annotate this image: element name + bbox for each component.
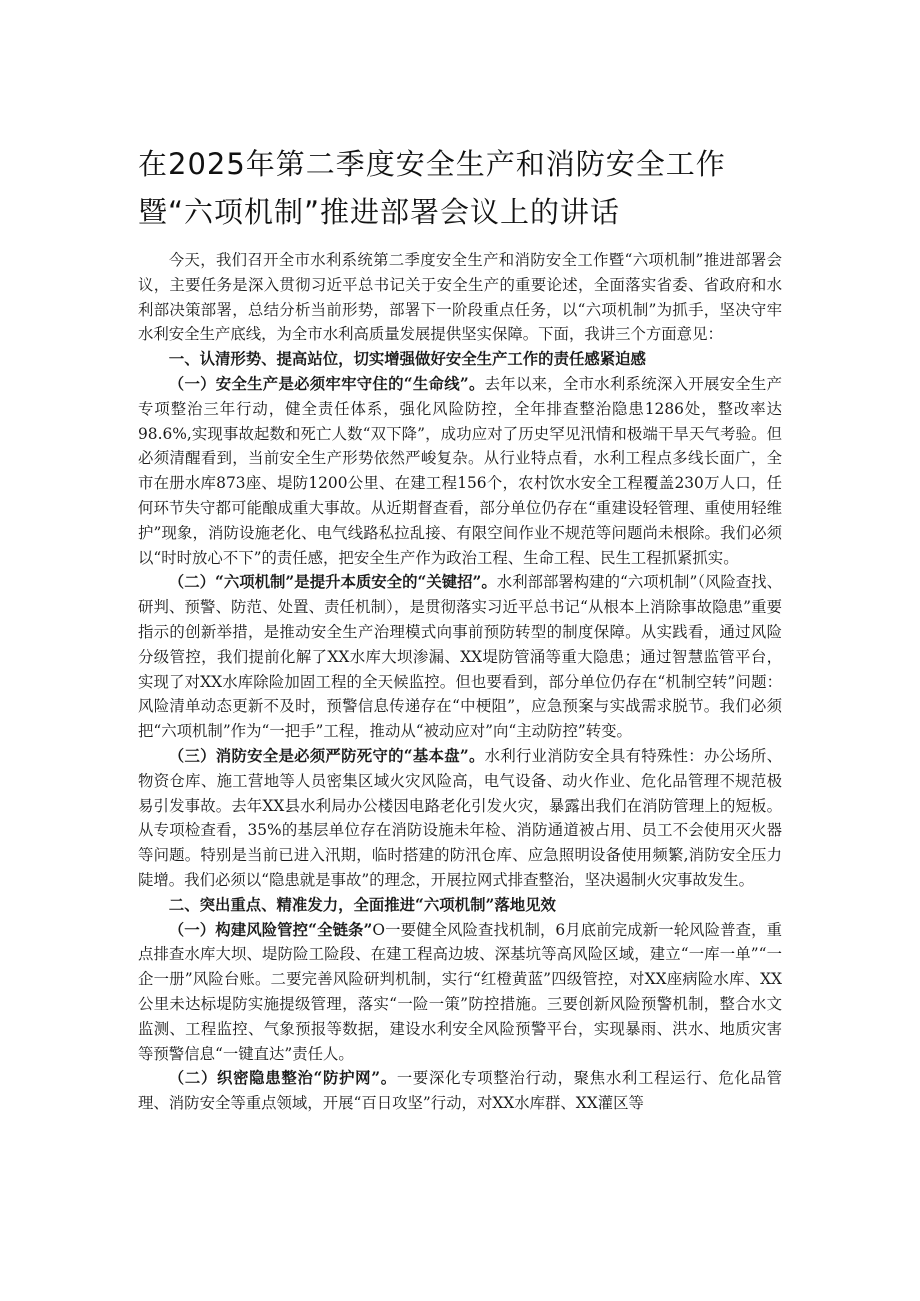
- paragraph-lead: （三）消防安全是必须严防死守的“基本盘”。: [168, 746, 485, 765]
- intro-paragraph: 今天，我们召开全市水利系统第二季度安全生产和消防安全工作暨“六项机制”推进部署会议，主要任务是深入贯彻习近平总书记关于安全生产的重要论述，全面落实省委、省政府和水利部决策部署，总结分析当前形势，部署下一阶段重点任务，以“六项机制”为抓手，坚决守牢水利安全生产底线，为全市水利高质量发展提供坚实保障。下面，我讲三个方面意见：: [138, 251, 782, 344]
- paragraph-lead: （一）安全生产是必须牢牢守住的“生命线”。: [168, 374, 485, 393]
- section-2-paragraph-2: [138, 1066, 782, 1116]
- section-1-paragraph-2: [138, 570, 782, 744]
- section-2-paragraph-1: [138, 918, 782, 1067]
- section-1-heading: 一、认清形势、提高站位，切实增强做好安全生产工作的责任感紧迫感: [168, 350, 646, 369]
- section-1-paragraph-3: [138, 744, 782, 893]
- paragraph-text: 一要深化专项整治行动，聚焦水利工程运行、危化品管理、消防安全等重点领域，开展“百日攻坚”行动，对XX水库群、XX灌区等: [138, 1069, 782, 1113]
- paragraph-lead: （二）织密隐患整治“防护网”。: [168, 1069, 397, 1088]
- section-2-heading: 二、突出重点、精准发力，全面推进“六项机制”落地见效: [168, 895, 556, 914]
- paragraph-lead: （二）“六项机制”是提升本质安全的“关键招”。: [168, 573, 497, 592]
- document-body: [138, 248, 782, 1116]
- document-title: 在2025年第二季度安全生产和消防安全工作暨“六项机制”推进部署会议上的讲话: [138, 147, 726, 229]
- paragraph-text: 去年以来，全市水利系统深入开展安全生产专项整治三年行动，健全责任体系，强化风险防控，全年排查整治隐患1286处，整改率达98.6%,实现事故起数和死亡人数“双下降”，成功应对了历史罕见汛情和极端干旱天气考验。但必须清醒看到，当前安全生产形势依然严峻复杂。从行业特点看，水利工程点多线长面广，全市在册水库873座、堤防1200公里、在建工程156个，农村饮水安全工程覆盖230万人口，任何环节失守都可能酿成重大事故。从近期督查看，部分单位仍存在“重建设轻管理、重使用轻维护”现象，消防设施老化、电气线路私拉乱接、有限空间作业不规范等问题尚未根除。我们必须以“时时放心不下”的责任感，把安全生产作为政治工程、生命工程、民生工程抓紧抓实。: [138, 374, 782, 567]
- paragraph-text: 水利行业消防安全具有特殊性：办公场所、物资仓库、施工营地等人员密集区域火灾风险高，电气设备、动火作业、危化品管理不规范极易引发事故。去年XX县水利局办公楼因电路老化引发火灾，暴露出我们在消防管理上的短板。从专项检查看，35%的基层单位存在消防设施未年检、消防通道被占用、员工不会使用灭火器等问题。特别是当前已进入汛期，临时搭建的防汛仓库、应急照明设备使用频繁,消防安全压力陡增。我们必须以“隐患就是事故”的理念，开展拉网式排查整治，坚决遏制火灾事故发生。: [138, 746, 782, 889]
- paragraph-text: 水利部部署构建的“六项机制”（风险查找、研判、预警、防范、处置、责任机制），是贯彻落实习近平总书记“从根本上消除事故隐患”重要指示的创新举措，是推动安全生产治理模式向事前预防转型的制度保障。从实践看，通过风险分级管控，我们提前化解了XX水库大坝渗漏、XX堤防管涌等重大隐患；通过智慧监管平台，实现了对XX水库除险加固工程的全天候监控。但也要看到，部分单位仍存在“机制空转”问题：风险清单动态更新不及时，预警信息传递存在“中梗阻”，应急预案与实战需求脱节。我们必须把“六项机制”作为“一把手”工程，推动从“被动应对”向“主动防控”转变。: [138, 573, 782, 741]
- section-1-paragraph-1: [138, 372, 782, 570]
- paragraph-lead: （一）构建风险管控“全链条”: [168, 920, 373, 939]
- paragraph-text: O一要健全风险查找机制，6月底前完成新一轮风险普查，重点排查水库大坝、堤防险工险段、在建工程高边坡、深基坑等高风险区域，建立“一库一单”“一企一册”风险台账。二要完善风险研判机制，实行“红橙黄蓝”四级管控，对XX座病险水库、XX公里未达标堤防实施提级管理，落实“一险一策”防控措施。三要创新风险预警机制，整合水文监测、工程监控、气象预报等数据，建设水利安全风险预警平台，实现暴雨、洪水、地质灾害等预警信息“一键直达”责任人。: [138, 920, 782, 1063]
